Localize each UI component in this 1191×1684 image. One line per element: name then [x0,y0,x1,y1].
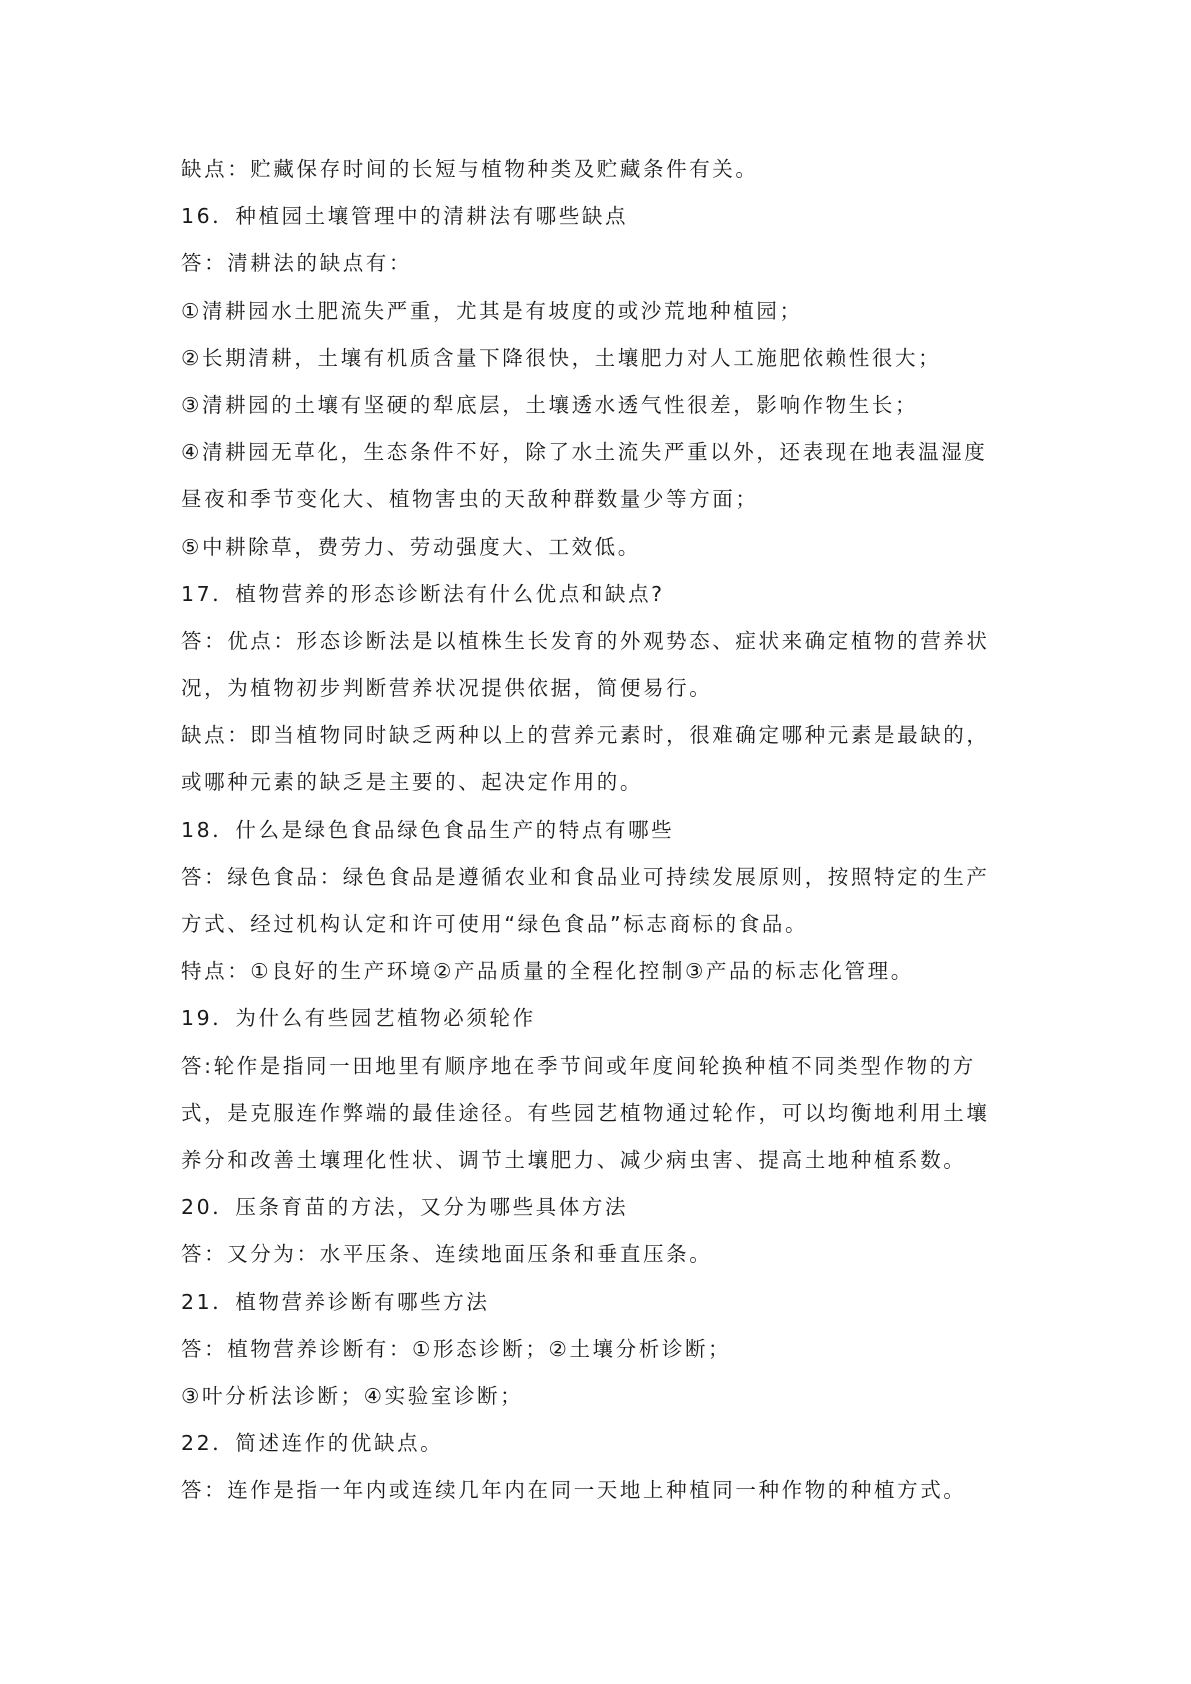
text-line: ②长期清耕，土壤有机质含量下降很快，土壤肥力对人工施肥依赖性很大； [181,345,942,370]
text-line: ③清耕园的土壤有坚硬的犁底层，土壤透水透气性很差，影响作物生长； [181,392,919,417]
question-heading: 18．什么是绿色食品绿色食品生产的特点有哪些 [181,817,675,842]
answer-line: 答：绿色食品：绿色食品是遵循农业和食品业可持续发展原则，按照特定的生产 [181,864,990,889]
answer-line: 答：又分为：水平压条、连续地面压条和垂直压条。 [181,1242,713,1267]
question-heading: 20．压条育苗的方法，又分为哪些具体方法 [181,1195,629,1220]
text-line: 特点：①良好的生产环境②产品质量的全程化控制③产品的标志化管理。 [181,959,914,984]
answer-line: 答：植物营养诊断有：①形态诊断；②土壤分析诊断； [181,1336,732,1361]
question-heading: 17．植物营养的形态诊断法有什么优点和缺点? [181,581,665,606]
answer-line: 答:轮作是指同一田地里有顺序地在季节间或年度间轮换种植不同类型作物的方 [181,1053,976,1078]
text-line: 况，为植物初步判断营养状况提供依据，简便易行。 [181,676,713,701]
text-line: ①清耕园水土肥流失严重，尤其是有坡度的或沙荒地种植园； [181,298,803,323]
text-line: 方式、经过机构认定和许可使用“绿色食品”标志商标的食品。 [181,912,809,936]
text-line: ④清耕园无草化，生态条件不好，除了水土流失严重以外，还表现在地表温湿度 [181,440,988,465]
text-line: 缺点：即当植物同时缺乏两种以上的营养元素时，很难确定哪种元素是最缺的， [181,723,990,748]
question-heading: 16．种植园土壤管理中的清耕法有哪些缺点 [181,204,629,229]
question-heading: 19．为什么有些园艺植物必须轮作 [181,1006,536,1031]
answer-line: 答：优点：形态诊断法是以植株生长发育的外观势态、症状来确定植物的营养状 [181,628,990,653]
answer-line: 答：连作是指一年内或连续几年内在同一天地上种植同一种作物的种植方式。 [181,1478,967,1503]
answer-line: 答：清耕法的缺点有： [181,251,412,276]
text-line: 养分和改善土壤理化性状、调节土壤肥力、减少病虫害、提高土地种植系数。 [181,1147,967,1172]
text-line: ⑤中耕除草，费劳力、劳动强度大、工效低。 [181,534,641,559]
text-line: 或哪种元素的缺乏是主要的、起决定作用的。 [181,770,643,795]
question-heading: 21．植物营养诊断有哪些方法 [181,1289,490,1314]
text-line: ③叶分析法诊断；④实验室诊断； [181,1383,524,1408]
text-line: 式，是克服连作弊端的最佳途径。有些园艺植物通过轮作，可以均衡地利用土壤 [181,1100,990,1125]
text-line: 缺点：贮藏保存时间的长短与植物种类及贮藏条件有关。 [181,157,759,181]
question-heading: 22．简述连作的优缺点。 [181,1431,444,1456]
text-line: 昼夜和季节变化大、植物害虫的天敌种群数量少等方面； [181,487,759,512]
document-body [181,146,1031,1514]
